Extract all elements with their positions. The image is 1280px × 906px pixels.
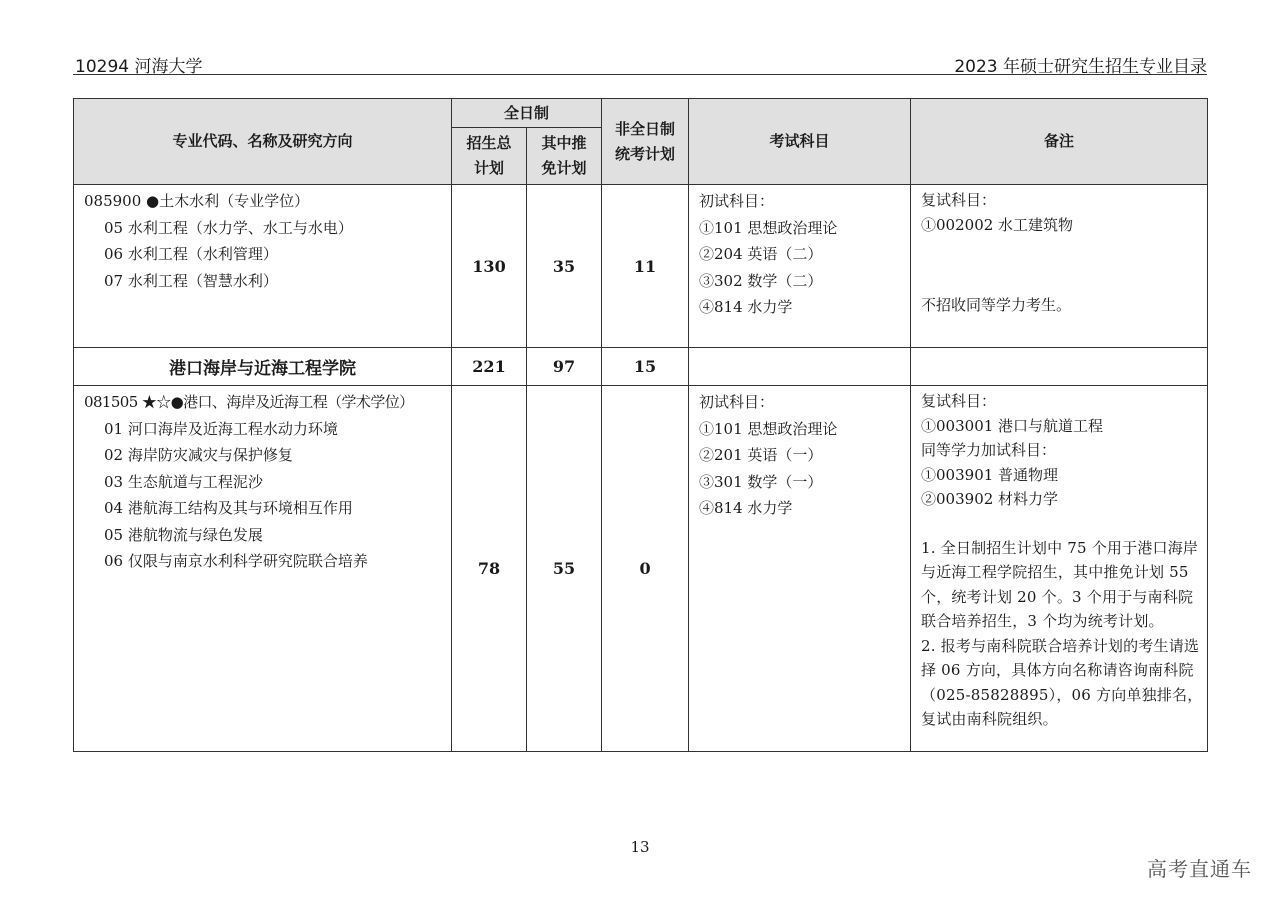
parttime-plan: 11 <box>602 185 689 348</box>
notes-paragraph: 2. 报考与南科院联合培养计划的考生请选择 06 方向，具体方向名称请咨询南科院（025-85828895），06 方向单独排名，复试由南科院组织。 <box>921 636 1203 728</box>
notes-line: ①003901 普通物理 <box>921 465 1059 484</box>
header-institution: 10294 河海大学 <box>75 57 203 77</box>
direction-item: 04 港航海工结构及其与环境相互作用 <box>104 499 353 517</box>
col-header-major: 专业代码、名称及研究方向 <box>74 99 452 185</box>
notes-line: 同等学力加试科目： <box>921 441 1057 459</box>
col-header-parttime: 非全日制统考计划 <box>602 99 689 185</box>
header-catalog-title: 2023 年硕士研究生招生专业目录 <box>954 57 1207 77</box>
header-divider <box>73 74 1207 75</box>
subject-line: ④814 水力学 <box>699 499 793 517</box>
notes-line: ②003902 材料力学 <box>921 490 1059 508</box>
table-row <box>74 386 1208 752</box>
exempt-plan: 35 <box>527 185 602 348</box>
total-plan: 130 <box>452 185 527 348</box>
exempt-plan: 55 <box>527 386 602 752</box>
notes-title: 复试科目： <box>921 392 997 410</box>
direction-item: 05 港航物流与绿色发展 <box>104 525 263 544</box>
college-notes-empty <box>911 348 1208 386</box>
college-subjects-empty <box>689 348 911 386</box>
col-header-notes: 备注 <box>911 99 1208 185</box>
major-title: 085900 ●土木水利（专业学位） <box>84 192 310 210</box>
subject-line: ①101 思想政治理论 <box>699 419 838 438</box>
direction-item: 06 水利工程（水利管理） <box>104 245 278 263</box>
subject-line: ①101 思想政治理论 <box>699 218 838 237</box>
college-total: 221 <box>452 348 527 386</box>
col-header-exempt: 其中推免计划 <box>527 128 602 185</box>
watermark-text: 高考直通车 <box>1147 857 1252 881</box>
col-header-subjects: 考试科目 <box>689 99 911 185</box>
college-row <box>74 348 1208 386</box>
direction-item: 06 仅限与南京水利科学研究院联合培养 <box>104 552 368 570</box>
direction-item: 07 水利工程（智慧水利） <box>104 271 278 290</box>
subjects-cell <box>689 386 911 752</box>
notes-line: 不招收同等学力考生。 <box>921 296 1072 314</box>
notes-cell <box>911 185 1208 348</box>
subject-line: ②204 英语（二） <box>699 245 823 263</box>
notes-line: ①002002 水工建筑物 <box>921 215 1074 234</box>
subjects-cell <box>689 185 911 348</box>
subject-line: ③301 数学（一） <box>699 472 823 491</box>
major-title: 081505 ★☆●港口、海岸及近海工程（学术学位） <box>84 393 414 411</box>
subject-line: ②201 英语（一） <box>699 446 823 464</box>
subject-line: ③302 数学（二） <box>699 271 823 290</box>
direction-item: 03 生态航道与工程泥沙 <box>104 472 263 491</box>
college-parttime: 15 <box>602 348 689 386</box>
total-plan: 78 <box>452 386 527 752</box>
direction-item: 05 水利工程（水力学、水工与水电） <box>104 218 353 237</box>
subject-line: 初试科目： <box>699 393 775 411</box>
college-name: 港口海岸与近海工程学院 <box>74 348 452 386</box>
catalog-table <box>73 98 1208 752</box>
notes-cell <box>911 386 1208 752</box>
notes-paragraph: 1. 全日制招生计划中 75 个用于港口海岸与近海工程学院招生，其中推免计划 55 个，统考计划 20 个。3 个用于与南科院联合培养招生，3 个均为统考计划。 <box>921 538 1199 630</box>
subject-line: 初试科目： <box>699 192 775 210</box>
major-cell <box>74 185 452 348</box>
col-header-total: 招生总计划 <box>452 128 527 185</box>
notes-line: ①003001 港口与航道工程 <box>921 416 1104 435</box>
notes-title: 复试科目： <box>921 191 997 209</box>
direction-item: 02 海岸防灾减灾与保护修复 <box>104 446 293 464</box>
col-header-fulltime: 全日制 <box>452 99 602 128</box>
college-exempt: 97 <box>527 348 602 386</box>
subject-line: ④814 水力学 <box>699 298 793 316</box>
direction-item: 01 河口海岸及近海工程水动力环境 <box>104 419 338 438</box>
table-row <box>74 185 1208 348</box>
page-number: 13 <box>630 838 650 856</box>
major-cell <box>74 386 452 752</box>
parttime-plan: 0 <box>602 386 689 752</box>
